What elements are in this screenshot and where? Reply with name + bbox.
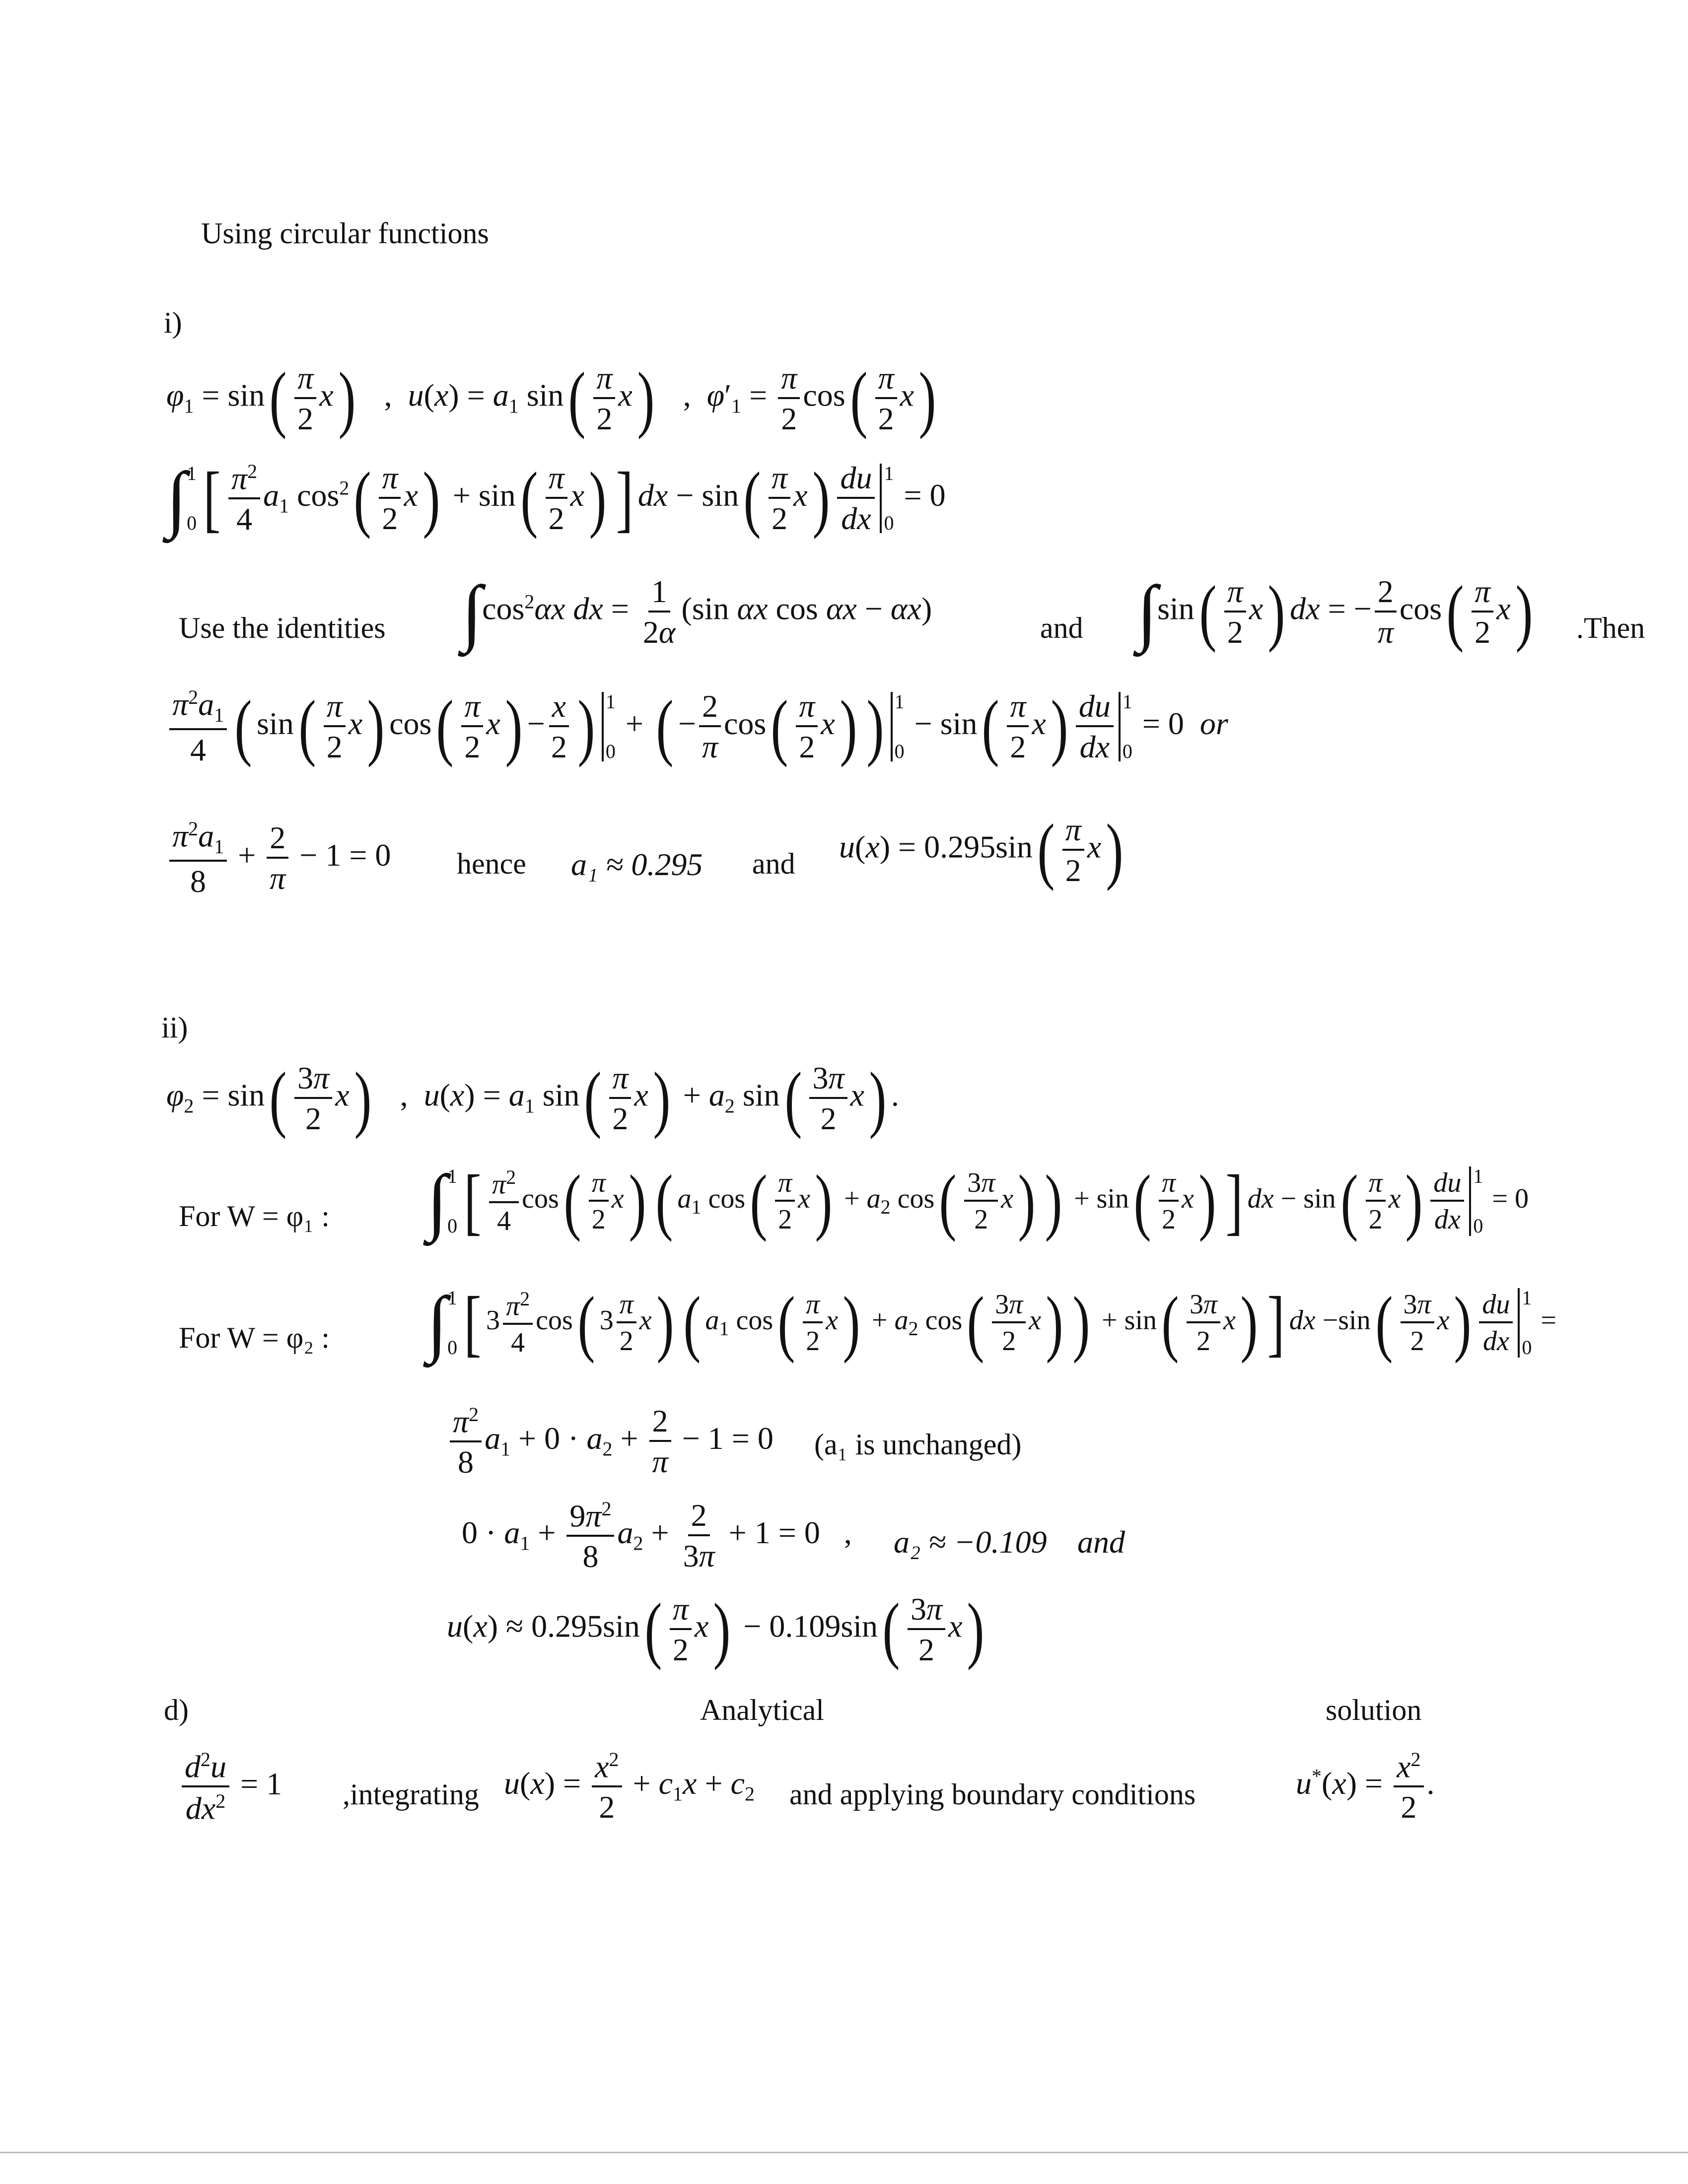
use-identities-label: Use the identities (179, 612, 386, 644)
eq-weak-form-i: ∫ 1 0 [ $\frac{\pi^2}{4}$ $a_1$ $\cos^2$( $\frac{\pi}{2}$ x) + sin( $\frac{\pi}{2}$ x) ] dx − sin( $\frac{\pi}{2}$ x) $\frac{du}{dx}$ 1 0 = 0 (166, 457, 946, 540)
eq-result-i: u(x) = 0.295sin( $\frac{\pi}{2}$ x) (839, 809, 1124, 891)
eq-result-ii: u(x) ≈ 0.295sin( $\frac{\pi}{2}$ x) − 0.109sin( $\frac{3\pi}{2}$ x) (447, 1588, 985, 1671)
eq-evaluated-i: $\frac{\pi^2a_1}{4}$ ( sin( $\frac{\pi}{2}$ x) cos( $\frac{\pi}{2}$ x) − $\frac{x}{2}$ ) 1 0 + ( − $\frac{2}{\pi}$ cos( $\frac{\pi}{2}$ x) ) 1 0 − sin( $\frac{\pi}{2}$ x) $\frac{du}{dx}$ 1 0 = 0 or (166, 687, 1228, 766)
applying-bc-label: and applying boundary conditions (789, 1778, 1196, 1811)
eq-identity-sin: ∫sin( $\frac{\pi}{2}$ x) dx = − $\frac{2}{\pi}$ cos( $\frac{\pi}{2}$ x) (1137, 571, 1533, 653)
eq-ode: $\frac{d^2u}{dx^2}$ = 1 (179, 1750, 282, 1825)
eq-general-solution: u(x) = $\frac{x^2}{2}$ + $c_1x + c_2$ (504, 1748, 755, 1825)
solution-label: solution (1326, 1694, 1422, 1726)
for-w2-label: For W = φ₂ : (179, 1321, 330, 1354)
eq-system-row1: $\frac{\pi^2}{8}$ $a_1 + 0 \cdot a_2$ + $\frac{2}{\pi}$ − 1 = 0 (447, 1405, 805, 1478)
heading: Using circular functions (201, 217, 489, 250)
a1-approx: a₁ ≈ 0.295 (571, 847, 703, 882)
eq-phi1-definitions: $\varphi_1 = \sin$( $\frac{\pi}{2}$ x) , $u(x) = a_1$ sin( $\frac{\pi}{2}$ x) , $\varphi'_1$ = $\frac{\pi}{2}$ cos( $\frac{\pi}{2}$ x) (166, 357, 936, 440)
analytical-label: Analytical (700, 1694, 824, 1726)
and-label-1: and (1040, 612, 1083, 644)
eq-phi2-definitions: $\varphi_2 = \sin$( $\frac{3\pi}{2}$ x) , $u(x) = a_1$ sin( $\frac{\pi}{2}$ $x) + a_2$ sin( $\frac{3\pi}{2}$ x) . (166, 1057, 899, 1140)
a1-unchanged-note: (a₁ is unchanged) (814, 1428, 1022, 1461)
scan-edge-line (0, 2152, 1688, 2153)
section-ii-label: ii) (161, 1011, 188, 1044)
eq-weak-form-w2: ∫ 1 0 [ 3 $\frac{\pi^2}{4}$ cos( 3 $\frac{\pi}{2}$ x) ( $a_1$ cos( $\frac{\pi}{2}$ $x) + a_2$ cos( $\frac{3\pi}{2}$ x) ) + sin( $\frac{3\pi}{2}$ x) ] dx −sin( $\frac{3\pi}{2}$ x) $\frac{du}{dx}$ 1 0 = (427, 1282, 1556, 1364)
section-i-label: i) (164, 306, 182, 339)
hence-label: hence (457, 847, 526, 880)
eq-exact-solution: u*(x) = $\frac{x^2}{2}$ . (1296, 1748, 1435, 1825)
integrating-label: ,integrating (343, 1778, 479, 1811)
eq-system-row2: $0 \cdot a_1$ + $\frac{9\pi^2}{8}$ $a_2$ + $\frac{2}{3\pi}$ + 1 = 0 , (462, 1498, 852, 1574)
and-label-3: and (1077, 1524, 1125, 1560)
section-d-label: d) (164, 1694, 189, 1726)
or-label: or (1199, 705, 1228, 741)
and-label-2: and (752, 847, 795, 880)
a2-approx: a₂ ≈ −0.109 (894, 1524, 1047, 1560)
then-label: .Then (1576, 612, 1645, 644)
eq-identity-cos2: $\int\cos^2\alpha x$ dx = $\frac{1}{2\alpha}$ (sin αx cos αx − αx) (462, 571, 932, 653)
eq-weak-form-w1: ∫ 1 0 [ $\frac{\pi^2}{4}$ cos( $\frac{\pi}{2}$ x) ( $a_1$ cos( $\frac{\pi}{2}$ $x) + a_2$ cos( $\frac{3\pi}{2}$ x) ) + sin( $\frac{\pi}{2}$ x) ] dx − sin( $\frac{\pi}{2}$ x) $\frac{du}{dx}$ 1 0 = 0 (427, 1160, 1529, 1242)
eq-solve-a1: $\frac{\pi^2a_1}{8}$ + $\frac{2}{\pi}$ − 1 = 0 (166, 819, 391, 897)
for-w1-label: For W = φ₁ : (179, 1200, 330, 1232)
